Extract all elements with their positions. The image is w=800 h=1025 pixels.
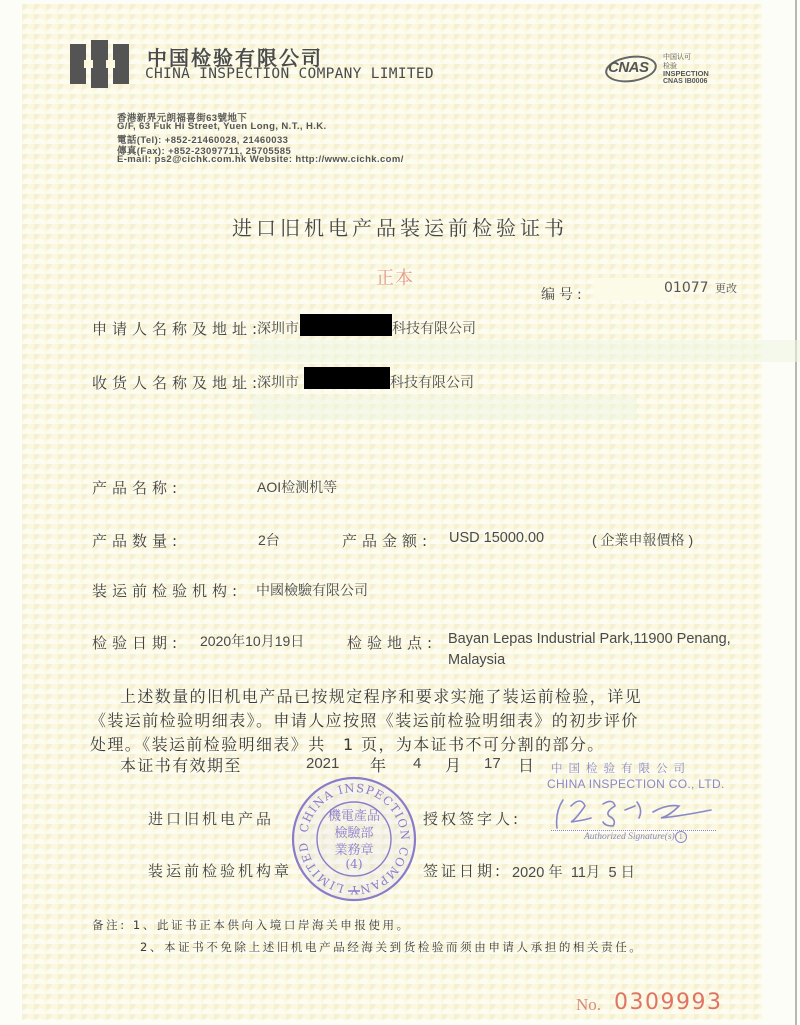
- agency-value: 中國檢驗有限公司: [256, 582, 368, 598]
- company-logo-icon: [70, 40, 130, 88]
- consignee-suffix: 科技有限公司: [390, 374, 474, 390]
- validity-month: 4: [413, 755, 422, 772]
- seal-center-line2: 檢驗部: [334, 826, 374, 841]
- amount-label: 产品金额:: [342, 532, 433, 550]
- serial-note: 更改: [715, 282, 737, 295]
- highlight-band: [252, 396, 637, 420]
- svg-text:CHINA INSPECTION COMPANY LIMIT: CHINA INSPECTION COMPANY LIMITED: [295, 780, 413, 898]
- seal-center-line4: (4): [345, 857, 363, 871]
- product-name-value: AOI检测机等: [257, 479, 338, 495]
- validity-label: 本证书有效期至: [120, 756, 242, 775]
- consignee-prefix: 深圳市: [257, 374, 299, 390]
- page-edge: [795, 0, 797, 1025]
- agency-label: 装运前检验机构:: [92, 582, 243, 600]
- statement-line1: 上述数量的旧机电产品已按规定程序和要求实施了装运前检验，详见: [120, 687, 643, 706]
- note-line1: 备注: 1、此证书正本供向入境口岸海关申报使用。: [92, 918, 411, 932]
- fax: 傳真(Fax): +852-23097711, 25705585: [117, 146, 292, 157]
- company-name-en: CHINA INSPECTION COMPANY LIMITED: [145, 66, 434, 82]
- amount-value: USD 15000.00: [449, 530, 545, 546]
- seal-label-line1: 进口旧机电产品: [148, 810, 275, 828]
- seal-center-line3: 業務章: [334, 843, 374, 858]
- highlight-band: [250, 340, 800, 362]
- telephone: 電話(Tel): +852-21460028, 21460033: [117, 135, 289, 146]
- statement-line3: 处理。《装运前检验明细表》共 1 页，为本证书不可分割的部分。: [90, 735, 605, 754]
- redaction-block: [304, 367, 390, 389]
- cnas-line4: CNAS IB0006: [663, 78, 708, 85]
- cnas-logo-text: CNAS: [608, 59, 649, 76]
- inspection-place-label: 检验地点:: [347, 634, 438, 652]
- cnas-line1: 中国认可: [663, 53, 691, 61]
- sign-date-value: 2020 年 11月 5 日: [512, 865, 636, 881]
- product-name-label: 产品名称:: [92, 479, 183, 497]
- sign-date-label: 签证日期:: [423, 862, 504, 880]
- certificate-number-value: 0309993: [614, 990, 723, 1015]
- serial-mask: [594, 278, 674, 300]
- consignee-label: 收货人名称及地址:: [92, 374, 263, 392]
- signer-label: 授权签字人:: [423, 810, 522, 828]
- cnas-line2: 检验: [663, 62, 677, 70]
- cnas-badge: [605, 50, 715, 86]
- note-line2: 2、本证书不免除上述旧机电产品经海关到货检验而须由申请人承担的相关责任。: [140, 940, 644, 954]
- amount-note: ( 企業申報價格 ): [592, 532, 694, 548]
- certificate-title: 进口旧机电产品装运前检验证书: [232, 216, 568, 240]
- certificate-number-label: No.: [576, 995, 602, 1014]
- address-cn: 香港新界元朗福喜街63號地下: [117, 113, 248, 124]
- validity-year: 2021: [306, 755, 340, 772]
- applicant-suffix: 科技有限公司: [392, 320, 476, 336]
- redaction-block: [300, 314, 392, 336]
- applicant-label: 申请人名称及地址:: [92, 320, 263, 338]
- seal-center-line1: 機電產品: [327, 809, 380, 824]
- inspection-date-value: 2020年10月19日: [200, 633, 305, 649]
- serial-value: 01077: [664, 280, 709, 296]
- address-en: G/F, 63 Fuk Hi Street, Yuen Long, N.T., H.K.: [117, 121, 327, 132]
- cnas-line3: INSPECTION: [663, 69, 709, 78]
- email-website: E-mail: ps2@cichk.com.hk Website: http://www.cichk.com/: [117, 154, 404, 165]
- inspection-seal: [290, 775, 418, 903]
- quantity-value: 2台: [258, 532, 280, 548]
- validity-day-char: 日: [518, 756, 536, 775]
- serial-label: 编号:: [541, 287, 586, 303]
- statement-line2: 《装运前检验明细表》。申请人应按照《装运前检验明细表》的初步评价: [90, 711, 639, 730]
- inspection-place-line1: Bayan Lepas Industrial Park,11900 Penang,: [448, 631, 731, 647]
- copy-type-stamp: 正本: [376, 268, 414, 289]
- validity-month-char: 月: [445, 756, 463, 775]
- validity-day: 17: [484, 755, 501, 772]
- stamp-company-cn: 中国检验有限公司: [551, 761, 691, 775]
- inspection-date-label: 检验日期:: [92, 634, 183, 652]
- handwritten-signature-icon: [551, 790, 721, 835]
- validity-year-char: 年: [370, 756, 388, 775]
- quantity-label: 产品数量:: [92, 532, 183, 550]
- stamp-company-en: CHINA INSPECTION CO., LTD.: [547, 777, 725, 791]
- authorized-signature-caption: Authorized Signature(s) 1: [584, 831, 687, 843]
- inspection-place-line2: Malaysia: [448, 652, 506, 668]
- applicant-prefix: 深圳市: [257, 320, 299, 336]
- seal-label-line2: 装运前检验机构章: [148, 862, 293, 880]
- company-name-cn: 中国检验有限公司: [147, 46, 323, 70]
